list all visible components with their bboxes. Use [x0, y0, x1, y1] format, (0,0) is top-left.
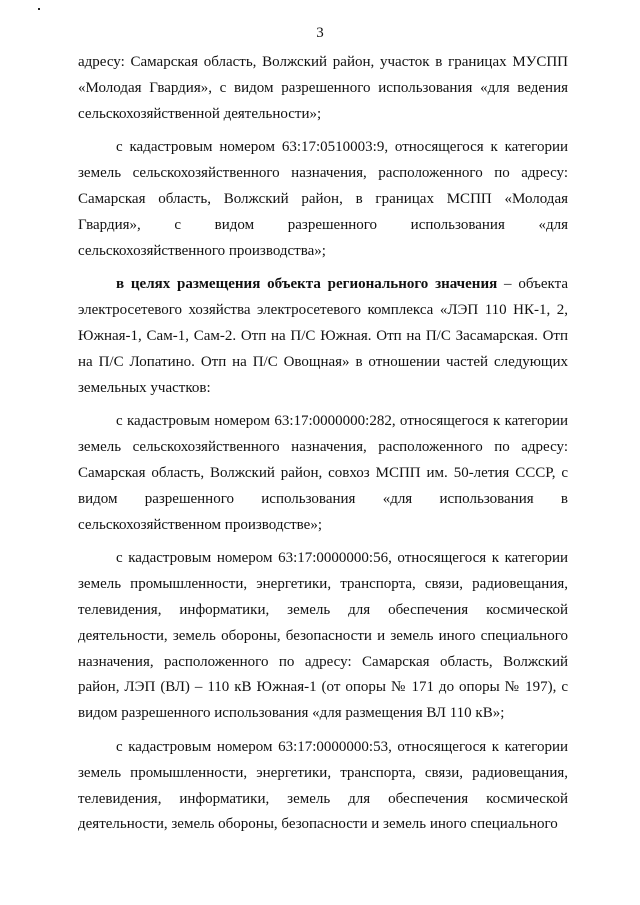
- page-number: 3: [316, 25, 324, 41]
- paragraph-parcel-0000000-282: с кадастровым номером 63:17:0000000:282, относящегося к категории земель сельскохозяйственного назначения, расположенного по адресу: Самарская область, Волжский район, совхоз МСПП им. 50-летия СССР, с видом разрешенного использования «для использования в сельскохозяйственном производстве»;: [78, 413, 568, 533]
- paragraph-parcel-0000000-56: с кадастровым номером 63:17:0000000:56, относящегося к категории земель промышленности, энергетики, транспорта, связи, радиовещания, телевидения, информатики, земель для обеспечения космической деятельности, земель обороны, безопасности и земель иного специального назначения, расположенного по адресу: Самарская область, Волжский район, ЛЭП (ВЛ) – 110 кВ Южная-1 (от опоры № 171 до опоры № 197), с видом разрешенного использования «для размещения ВЛ 110 кВ»;: [78, 550, 568, 722]
- scan-mark: [38, 8, 40, 10]
- paragraph-lead-bold: в целях размещения объекта регионального значения: [116, 276, 498, 293]
- paragraph-lead-rest: – объекта электросетевого хозяйства электросетевого комплекса «ЛЭП 110 НК-1, 2, Южная-1, Сам-1, Сам-2. Отп на П/С Южная. Отп на П/С Засамарская. Отп на П/С Лопатино. Отп на П/С Овощная» в отношении частей следующих земельных участков:: [78, 276, 568, 396]
- paragraph-parcel-0000000-53: с кадастровым номером 63:17:0000000:53, относящегося к категории земель промышленности, энергетики, транспорта, связи, радиовещания, телевидения, информатики, земель для обеспечения космической деятельности, земель обороны, безопасности и земель иного специального: [78, 738, 568, 833]
- paragraph-regional-object: [78, 272, 568, 401]
- paragraph-continuation: адресу: Самарская область, Волжский район, участок в границах МУСПП «Молодая Гвардия», с видом разрешенного использования «для ведения сельскохозяйственной деятельности»;: [78, 54, 568, 122]
- document-body: [78, 50, 568, 838]
- paragraph-parcel-0510003-9: с кадастровым номером 63:17:0510003:9, относящегося к категории земель сельскохозяйственного назначения, расположенного по адресу: Самарская область, Волжский район, в границах МСПП «Молодая Гвардия», с видом разрешенного использования «для сельскохозяйственного производства»;: [78, 139, 568, 259]
